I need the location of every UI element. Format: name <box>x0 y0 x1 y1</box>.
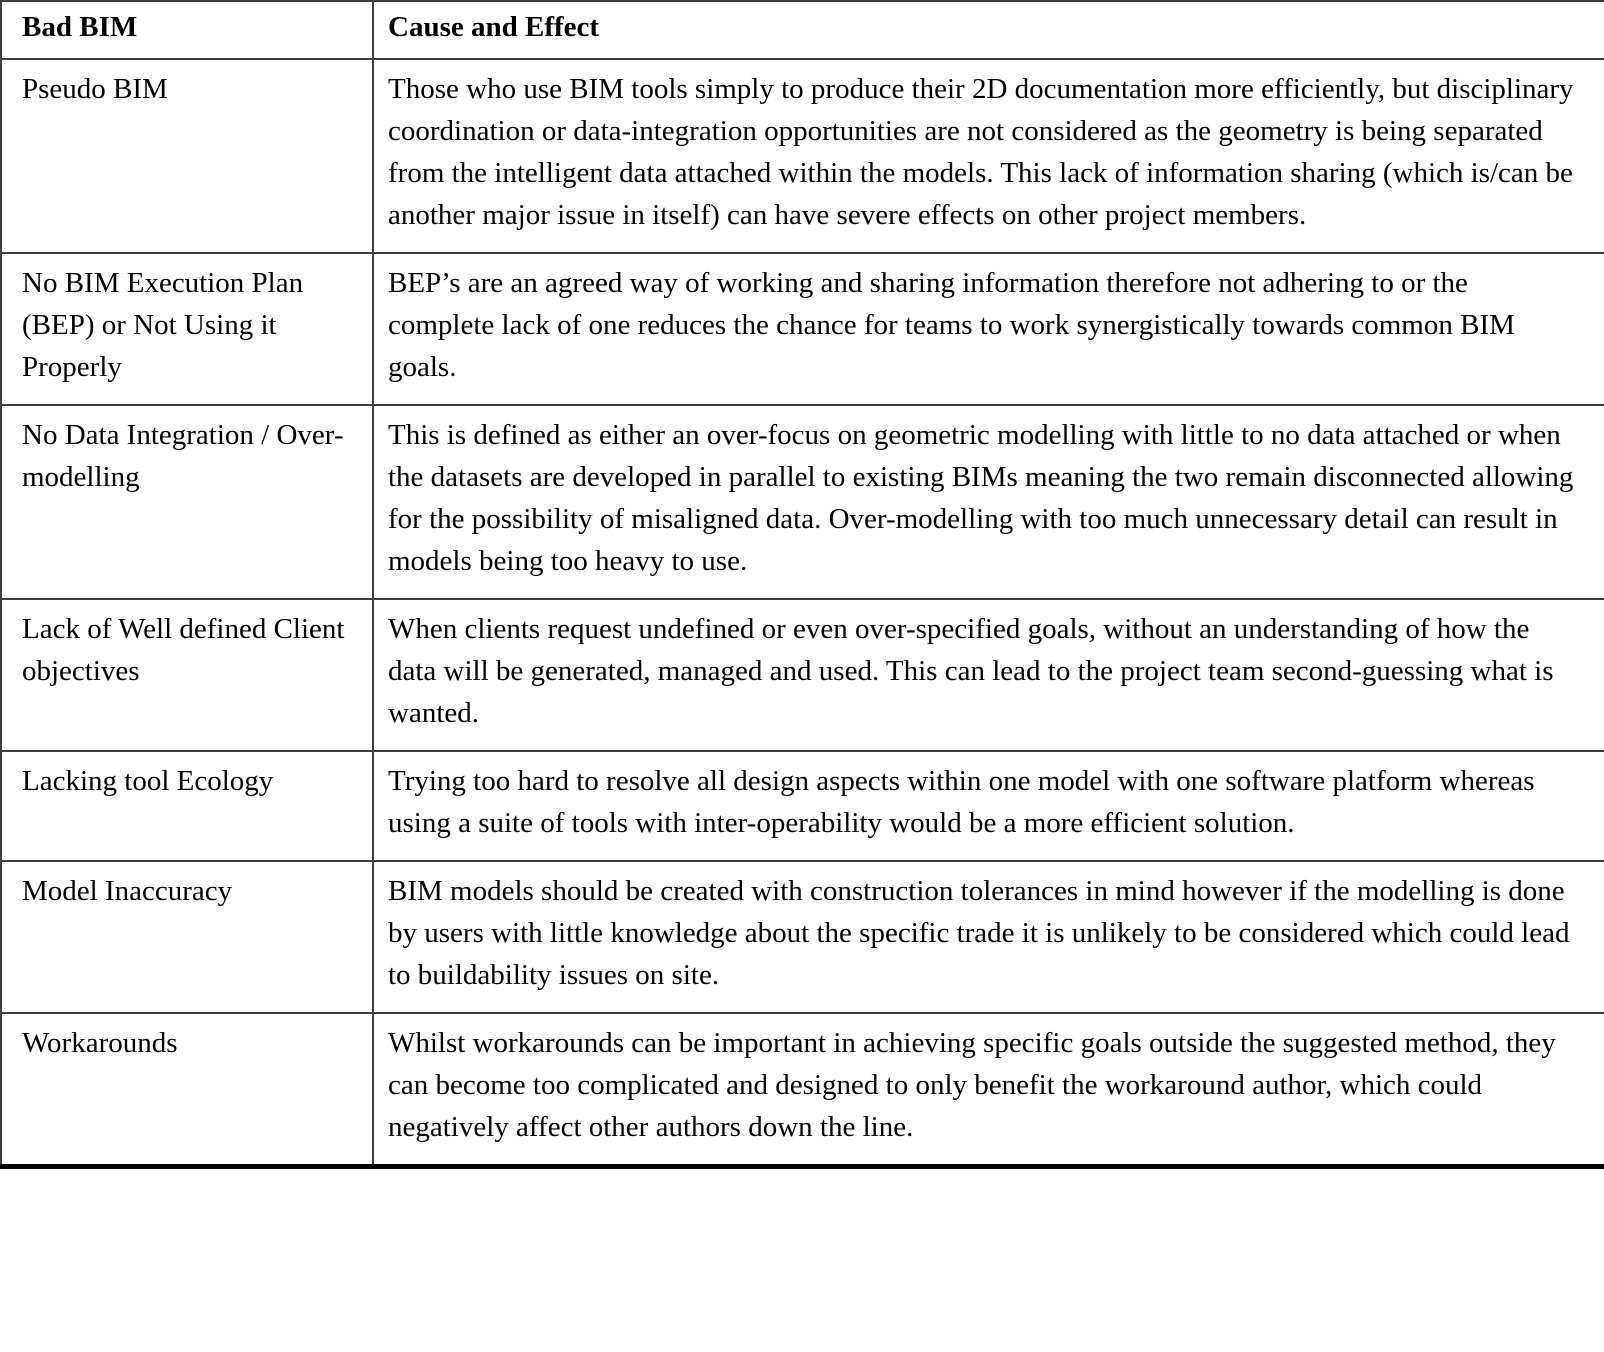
table-row <box>1 599 1604 751</box>
cause-effect-description: Those who use BIM tools simply to produce their 2D documentation more efficiently, but disciplinary coordination or data-integration opportunities are not considered as the geometry is being separated from the intelligent data attached within the models. This lack of information sharing (which is/can be another major issue in itself) can have severe effects on other project members. <box>373 59 1604 253</box>
bad-bim-term: Workarounds <box>1 1013 373 1167</box>
cause-effect-description: Whilst workarounds can be important in achieving specific goals outside the suggested method, they can become too complicated and designed to only benefit the workaround author, which could negatively affect other authors down the line. <box>373 1013 1604 1167</box>
table-row <box>1 59 1604 253</box>
header-cause-and-effect: Cause and Effect <box>373 1 1604 59</box>
table-row <box>1 405 1604 599</box>
cause-effect-description: BIM models should be created with construction tolerances in mind however if the modelling is done by users with little knowledge about the specific trade it is unlikely to be considered which could lead to buildability issues on site. <box>373 861 1604 1013</box>
table-row <box>1 253 1604 405</box>
cause-effect-description: BEP’s are an agreed way of working and sharing information therefore not adhering to or the complete lack of one reduces the chance for teams to work synergistically towards common BIM goals. <box>373 253 1604 405</box>
bad-bim-term: Lack of Well defined Client objectives <box>1 599 373 751</box>
table-row <box>1 1013 1604 1167</box>
cause-effect-description: Trying too hard to resolve all design aspects within one model with one software platform whereas using a suite of tools with inter-operability would be a more efficient solution. <box>373 751 1604 861</box>
table-header-row <box>1 1 1604 59</box>
cause-effect-description: When clients request undefined or even over-specified goals, without an understanding of how the data will be generated, managed and used. This can lead to the project team second-guessing what is wanted. <box>373 599 1604 751</box>
bad-bim-term: Pseudo BIM <box>1 59 373 253</box>
bad-bim-term: Lacking tool Ecology <box>1 751 373 861</box>
header-bad-bim: Bad BIM <box>22 11 138 43</box>
table-row <box>1 751 1604 861</box>
table-row <box>1 861 1604 1013</box>
bad-bim-term: Model Inaccuracy <box>1 861 373 1013</box>
cause-effect-description: This is defined as either an over-focus on geometric modelling with little to no data attached or when the datasets are developed in parallel to existing BIMs meaning the two remain disconnected allowing for the possibility of misaligned data. Over-modelling with too much unnecessary detail can result in models being too heavy to use. <box>373 405 1604 599</box>
bad-bim-term: No BIM Execution Plan (BEP) or Not Using it Properly <box>1 253 373 405</box>
bad-bim-term: No Data Integration / Over-modelling <box>1 405 373 599</box>
